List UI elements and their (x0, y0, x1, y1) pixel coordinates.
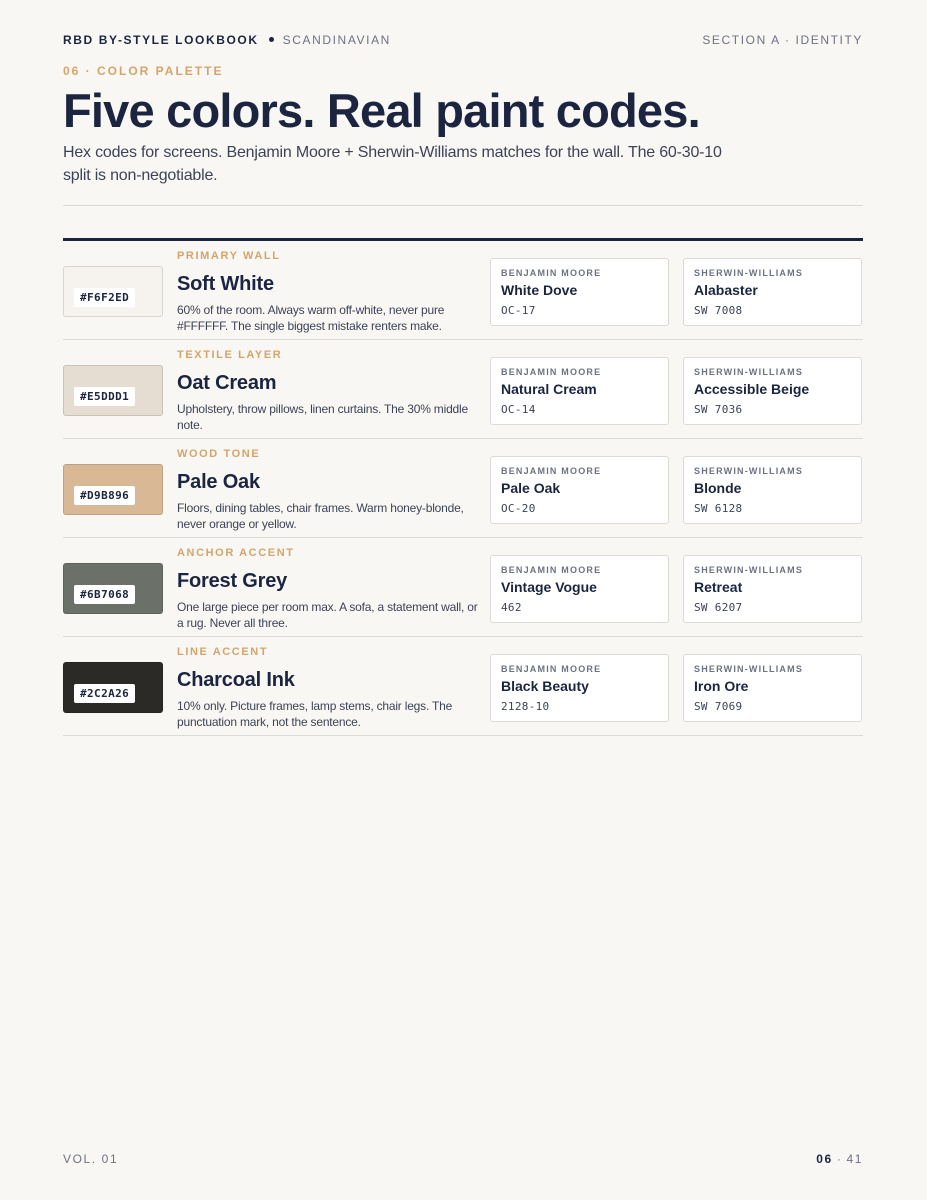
running-header-left (63, 33, 391, 47)
paint-brand: BENJAMIN MOORE (501, 367, 602, 377)
sherwin-williams-card (683, 555, 862, 623)
paint-name: Accessible Beige (694, 381, 810, 397)
hex-code: #D9B896 (74, 486, 135, 505)
paint-code: SW 6128 (694, 502, 743, 515)
paint-code: OC-20 (501, 502, 536, 515)
palette-row (63, 538, 863, 637)
color-role: LINE ACCENT (177, 646, 269, 658)
paint-brand: SHERWIN-WILLIAMS (694, 367, 804, 377)
hex-code: #E5DDD1 (74, 387, 135, 406)
paint-code: OC-17 (501, 304, 536, 317)
chapter-number: 06 (816, 1152, 833, 1166)
palette-row (63, 241, 863, 340)
paint-brand: BENJAMIN MOORE (501, 466, 602, 476)
hex-code: #2C2A26 (74, 684, 135, 703)
sherwin-williams-card (683, 258, 862, 326)
page-subtitle: Hex codes for screens. Benjamin Moore + Sherwin-Williams matches for the wall. The 60-30-10 split is non-negotiable. (63, 144, 722, 184)
color-role: ANCHOR ACCENT (177, 547, 295, 559)
paint-code: OC-14 (501, 403, 536, 416)
color-role: PRIMARY WALL (177, 250, 281, 262)
hex-code: #6B7068 (74, 585, 135, 604)
color-description: Floors, dining tables, chair frames. Warm honey-blonde, never orange or yellow. (177, 501, 464, 531)
palette-row (63, 340, 863, 439)
paint-brand: SHERWIN-WILLIAMS (694, 565, 804, 575)
hex-code: #F6F2ED (74, 288, 135, 307)
paint-code: SW 7008 (694, 304, 743, 317)
divider (63, 205, 863, 206)
color-swatch (63, 464, 163, 515)
paint-code: SW 7036 (694, 403, 743, 416)
running-footer (63, 1152, 863, 1166)
separator-dot-icon (269, 37, 274, 42)
paint-brand: BENJAMIN MOORE (501, 268, 602, 278)
page-number-value: 41 (846, 1152, 863, 1166)
sherwin-williams-card (683, 456, 862, 524)
page-number (816, 1152, 863, 1166)
benjamin-moore-card (490, 357, 669, 425)
color-swatch (63, 266, 163, 317)
color-description: Upholstery, throw pillows, linen curtains. The 30% middle note. (177, 402, 468, 432)
paint-code: 2128-10 (501, 700, 550, 713)
paint-name: Blonde (694, 480, 742, 496)
running-header (63, 32, 863, 48)
paint-name: Retreat (694, 579, 743, 595)
palette-row (63, 637, 863, 736)
page-separator: · (836, 1152, 843, 1166)
benjamin-moore-card (490, 258, 669, 326)
paint-brand: SHERWIN-WILLIAMS (694, 466, 804, 476)
lookbook-brand: RBD BY-STYLE LOOKBOOK (63, 33, 259, 47)
paint-name: Vintage Vogue (501, 579, 597, 595)
color-description: 10% only. Picture frames, lamp stems, chair legs. The punctuation mark, not the sentence. (177, 699, 453, 729)
color-name: Oat Cream (177, 372, 277, 394)
paint-name: Pale Oak (501, 480, 561, 496)
sherwin-williams-card (683, 654, 862, 722)
paint-brand: SHERWIN-WILLIAMS (694, 268, 804, 278)
color-name: Soft White (177, 273, 274, 295)
benjamin-moore-card (490, 456, 669, 524)
paint-name: Natural Cream (501, 381, 597, 397)
color-swatch (63, 365, 163, 416)
paint-brand: BENJAMIN MOORE (501, 664, 602, 674)
volume-label: VOL. 01 (63, 1152, 119, 1166)
paint-name: Black Beauty (501, 678, 589, 694)
paint-code: 462 (501, 601, 522, 614)
benjamin-moore-card (490, 555, 669, 623)
paint-code: SW 6207 (694, 601, 743, 614)
color-swatch (63, 662, 163, 713)
paint-name: Iron Ore (694, 678, 749, 694)
page-title: Five colors. Real paint codes. (63, 84, 700, 137)
paint-name: Alabaster (694, 282, 758, 298)
benjamin-moore-card (490, 654, 669, 722)
palette-list (63, 241, 863, 736)
color-name: Pale Oak (177, 471, 260, 493)
color-role: WOOD TONE (177, 448, 261, 460)
lookbook-page (63, 0, 863, 1200)
paint-name: White Dove (501, 282, 578, 298)
color-role: TEXTILE LAYER (177, 349, 283, 361)
color-description: 60% of the room. Always warm off-white, never pure #FFFFFF. The single biggest mistake renters make. (177, 303, 445, 333)
paint-code: SW 7069 (694, 700, 743, 713)
palette-row (63, 439, 863, 538)
paint-brand: SHERWIN-WILLIAMS (694, 664, 804, 674)
color-swatch (63, 563, 163, 614)
color-name: Forest Grey (177, 570, 288, 592)
section-eyebrow: 06 · COLOR PALETTE (63, 64, 224, 78)
color-name: Charcoal Ink (177, 669, 295, 691)
section-label: SECTION A · IDENTITY (702, 33, 863, 47)
paint-brand: BENJAMIN MOORE (501, 565, 602, 575)
sherwin-williams-card (683, 357, 862, 425)
color-description: One large piece per room max. A sofa, a statement wall, or a rug. Never all three. (177, 600, 478, 630)
style-name: SCANDINAVIAN (282, 33, 391, 47)
